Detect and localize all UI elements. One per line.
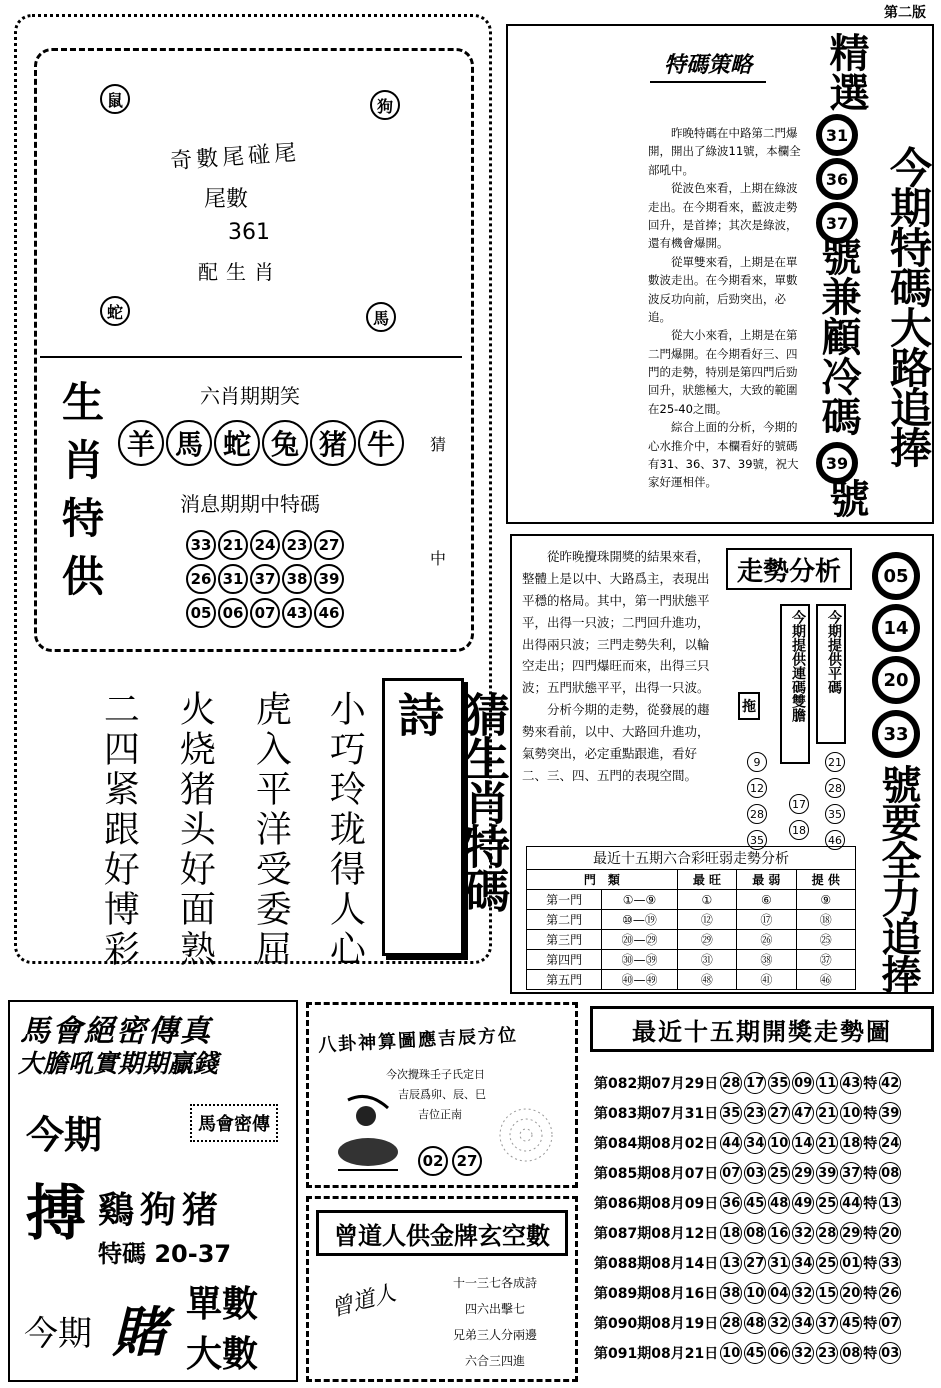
history-num: 29 <box>840 1222 862 1244</box>
table-cell: ㉕ <box>796 930 855 950</box>
grid-num: 37 <box>250 564 280 594</box>
table-row <box>527 930 856 950</box>
history-num: 23 <box>744 1102 766 1124</box>
grid-num: 07 <box>250 598 280 628</box>
grid-num: 38 <box>282 564 312 594</box>
tuo-num: 12 <box>747 778 767 798</box>
tuo-num: 9 <box>747 752 767 772</box>
table-cell: ㉙ <box>677 930 736 950</box>
tuo-num: 28 <box>747 804 767 824</box>
history-num: 04 <box>768 1282 790 1304</box>
zodiac-special-side-title: 生肖特供 <box>56 380 105 612</box>
grid-num: 06 <box>218 598 248 628</box>
history-num: 31 <box>768 1252 790 1274</box>
table-cell: 第三門 <box>527 930 602 950</box>
taoist-title: 曾道人供金牌玄空數 <box>316 1210 568 1256</box>
bagua-line1: 今次攪珠壬子氏定日 <box>386 1068 485 1081</box>
table-cell: ⑳—㉙ <box>602 930 677 950</box>
flat-col <box>824 752 846 850</box>
history-num: 09 <box>792 1072 814 1094</box>
animal-rabbit: 兔 <box>262 420 308 466</box>
animal-goat: 羊 <box>118 420 164 466</box>
history-num: 45 <box>744 1192 766 1214</box>
history-num: 01 <box>840 1252 862 1274</box>
grid-num: 27 <box>314 530 344 560</box>
history-num: 34 <box>744 1132 766 1154</box>
animal-pig: 猪 <box>310 420 356 466</box>
history-num: 25 <box>768 1162 790 1184</box>
grid-num: 24 <box>250 530 280 560</box>
history-label: 第082期07月29日 <box>594 1076 719 1092</box>
six-zodiac-header: 六肖期期笑 <box>200 384 300 408</box>
divider <box>40 356 462 358</box>
history-te: 特 <box>863 1226 878 1242</box>
side-note-guess: 猜 <box>430 435 447 454</box>
history-label: 第089期08月16日 <box>594 1286 719 1302</box>
history-num: 29 <box>792 1162 814 1184</box>
msg-title: 消息期期中特碼 <box>180 492 320 516</box>
grid-num: 05 <box>186 598 216 628</box>
table-cell: ⑥ <box>737 890 796 910</box>
taoist-line: 四六出擊七 <box>464 1302 525 1316</box>
history-row <box>594 1130 901 1156</box>
history-special: 13 <box>879 1192 901 1214</box>
history-row <box>594 1220 901 1246</box>
strategy-pick-last: 39 <box>816 442 858 484</box>
history-special: 03 <box>879 1342 901 1364</box>
grid-num: 23 <box>282 530 312 560</box>
flat-num: 46 <box>825 830 845 850</box>
history-num: 27 <box>744 1252 766 1274</box>
poem-title-box <box>382 678 511 956</box>
table-cell: 第一門 <box>527 890 602 910</box>
grid-num: 33 <box>186 530 216 560</box>
strategy-pick: 37 <box>816 202 858 244</box>
history-num: 36 <box>720 1192 742 1214</box>
flat-num: 35 <box>825 804 845 824</box>
table-cell: ㉛ <box>677 950 736 970</box>
table-cell: ⑨ <box>796 890 855 910</box>
history-row <box>594 1190 901 1216</box>
table-cell: 第四門 <box>527 950 602 970</box>
strategy-para: 綜合上面的分析，今期的心水推介中，本欄看好的號碼有31、36、37、39號，祝大家好運相伴。 <box>648 420 799 490</box>
double-num: 17 <box>789 794 809 814</box>
table-cell: ①—⑨ <box>602 890 677 910</box>
bagua-num: 27 <box>452 1146 482 1176</box>
history-num: 38 <box>720 1282 742 1304</box>
history-num: 03 <box>744 1162 766 1184</box>
tail-sub: 配生肖 <box>198 260 282 284</box>
poem-title: 猜生肖特碼詩 <box>391 691 511 911</box>
history-te: 特 <box>863 1286 878 1302</box>
table-row <box>527 910 856 930</box>
trend-table <box>526 846 856 990</box>
history-num: 49 <box>792 1192 814 1214</box>
bagua-num: 02 <box>418 1146 448 1176</box>
table-cell: ㊻ <box>796 970 855 990</box>
strategy-pick-end: 號 <box>823 478 869 518</box>
tail-value: 361 <box>228 220 270 245</box>
poem-line-1: 小巧玲珑得人心 <box>324 690 366 970</box>
history-te: 特 <box>863 1196 878 1212</box>
history-te: 特 <box>863 1346 878 1362</box>
table-header: 最 弱 <box>737 870 796 890</box>
history-num: 06 <box>768 1342 790 1364</box>
fax-bo: 搏 <box>26 1179 86 1249</box>
grid-num: 31 <box>218 564 248 594</box>
history-row <box>594 1070 901 1096</box>
bagua-line3: 吉位正南 <box>418 1108 462 1121</box>
table-title: 最近十五期六合彩旺弱走勢分析 <box>527 847 856 870</box>
bagua-nums <box>418 1146 482 1176</box>
history-num: 10 <box>720 1342 742 1364</box>
history-num: 21 <box>816 1132 838 1154</box>
table-cell: ① <box>677 890 736 910</box>
compass-dots-icon <box>496 1100 556 1170</box>
history-num: 25 <box>816 1252 838 1274</box>
history-special: 08 <box>879 1162 901 1184</box>
history-num: 45 <box>840 1312 862 1334</box>
animal-snake: 蛇 <box>214 420 260 466</box>
strategy-para: 從大小來看，上期是在第二門爆開。在今期看好三、四門的走勢，特別是第四門后勁回升，狀態極大，大致的範圍在25-40之間。 <box>648 328 798 416</box>
history-num: 48 <box>744 1312 766 1334</box>
history-num: 44 <box>720 1132 742 1154</box>
table-row <box>527 890 856 910</box>
strategy-pick: 31 <box>816 114 858 156</box>
history-te: 特 <box>863 1256 878 1272</box>
history-te: 特 <box>863 1106 878 1122</box>
zodiac-animal-row <box>118 420 404 466</box>
double-num: 18 <box>789 820 809 840</box>
history-num: 37 <box>840 1162 862 1184</box>
history-label: 第083期07月31日 <box>594 1106 719 1122</box>
history-label: 第090期08月19日 <box>594 1316 719 1332</box>
archer-horse-icon <box>328 1090 408 1176</box>
trend-pick: 33 <box>872 710 920 758</box>
history-num: 10 <box>768 1132 790 1154</box>
poem-line-2: 虎入平洋受委屈 <box>250 690 292 970</box>
table-cell: 第五門 <box>527 970 602 990</box>
grid-num: 26 <box>186 564 216 594</box>
trend-pick: 20 <box>872 656 920 704</box>
history-num: 35 <box>768 1072 790 1094</box>
history-label: 第086期08月09日 <box>594 1196 719 1212</box>
table-cell: ㉚—㊴ <box>602 950 677 970</box>
taoist-line: 六合三四進 <box>464 1354 525 1368</box>
trend-title: 走勢分析 <box>726 548 852 590</box>
history-num: 28 <box>816 1222 838 1244</box>
animal-ox: 牛 <box>358 420 404 466</box>
table-row <box>527 950 856 970</box>
fax-now2: 今期 <box>24 1314 92 1354</box>
history-label: 第088期08月14日 <box>594 1256 719 1272</box>
strategy-side-title: 今期特碼大路追捧 <box>884 146 933 466</box>
history-num: 43 <box>840 1072 862 1094</box>
fax-stamp: 馬會密傳 <box>190 1104 278 1142</box>
history-num: 08 <box>840 1342 862 1364</box>
history-row <box>594 1100 901 1126</box>
table-cell: ㊶ <box>737 970 796 990</box>
fax-odd: 單數 <box>186 1284 259 1325</box>
history-special: 42 <box>879 1072 901 1094</box>
bagua-line2: 吉辰爲卯、辰、巳 <box>398 1088 486 1101</box>
taoist-signature: 曾道人 <box>328 1280 399 1323</box>
table-cell: ⑫ <box>677 910 736 930</box>
history-num: 08 <box>744 1222 766 1244</box>
tuo-num: 35 <box>747 830 767 850</box>
history-num: 27 <box>768 1102 790 1124</box>
fax-animals: 鷄狗猪 <box>98 1190 225 1231</box>
table-cell: ⑱ <box>796 910 855 930</box>
table-header: 最 旺 <box>677 870 736 890</box>
trend-pick: 05 <box>872 552 920 600</box>
table-row <box>527 970 856 990</box>
number-grid <box>186 530 344 628</box>
history-label: 第085期08月07日 <box>594 1166 719 1182</box>
side-note-hit: 中 <box>430 549 447 568</box>
fax-big: 大數 <box>186 1334 259 1375</box>
history-num: 21 <box>816 1102 838 1124</box>
taoist-lines <box>420 1270 570 1374</box>
zodiac-corner-rat: 鼠 <box>100 84 130 114</box>
history-row <box>594 1280 901 1306</box>
history-row <box>594 1160 901 1186</box>
history-num: 20 <box>840 1282 862 1304</box>
history-row <box>594 1250 901 1276</box>
label-flat: 今期提供平碼 <box>816 604 846 744</box>
strategy-title: 特碼策略 <box>650 46 766 83</box>
animal-horse: 馬 <box>166 420 212 466</box>
double-col <box>788 794 810 840</box>
strategy-para: 從波色來看，上期在綠波走出。在今期看來，藍波走勢回升，是首捧；其次是綠波，還有機會爆開。 <box>648 181 798 251</box>
history-num: 18 <box>840 1132 862 1154</box>
tail-label: 尾數 <box>204 187 249 212</box>
history-num: 47 <box>792 1102 814 1124</box>
strategy-pick-mid: 號兼顧冷碼 <box>815 236 861 436</box>
history-num: 34 <box>792 1252 814 1274</box>
grid-num: 46 <box>314 598 344 628</box>
history-num: 18 <box>720 1222 742 1244</box>
history-num: 13 <box>720 1252 742 1274</box>
taoist-line: 十一三七各成詩 <box>452 1276 537 1290</box>
history-num: 32 <box>792 1222 814 1244</box>
grid-num: 43 <box>282 598 312 628</box>
history-num: 16 <box>768 1222 790 1244</box>
history-label: 第091期08月21日 <box>594 1346 719 1362</box>
trend-text <box>522 546 718 787</box>
tail-title: 奇數尾碰尾 <box>169 140 301 175</box>
table-header: 門 類 <box>527 870 678 890</box>
fax-now: 今期 <box>26 1113 103 1157</box>
history-row <box>594 1340 901 1366</box>
grid-num: 21 <box>218 530 248 560</box>
fax-title: 馬會絕密傳真 <box>20 1014 212 1049</box>
grid-num: 39 <box>314 564 344 594</box>
label-tuo: 拖 <box>738 692 760 720</box>
strategy-pick-top: 精選 <box>823 32 869 112</box>
zodiac-corner-dog: 狗 <box>370 90 400 120</box>
fax-tema: 特碼 20-37 <box>98 1240 232 1268</box>
page-label: 第二版 <box>884 5 926 21</box>
history-num: 45 <box>744 1342 766 1364</box>
history-num: 17 <box>744 1072 766 1094</box>
table-cell: 第二門 <box>527 910 602 930</box>
table-cell: ⑰ <box>737 910 796 930</box>
history-num: 39 <box>816 1162 838 1184</box>
trend-para: 從昨晚攪珠開獎的結果來看，整體上是以中、大路爲主，表現出平穩的格局。其中，第一門狀態平平，出得一只波；二門回升進功，出得兩只波；三門走勢失利，以輪空走出；四門爆旺而來，出得三只波；五門狀態平平，出得一只波。 <box>522 549 710 696</box>
history-num: 34 <box>792 1312 814 1334</box>
strategy-pick: 36 <box>816 158 858 200</box>
history-num: 23 <box>816 1342 838 1364</box>
history-num: 28 <box>720 1312 742 1334</box>
table-cell: ㊽ <box>677 970 736 990</box>
fax-du: 賭 <box>112 1300 166 1364</box>
strategy-para: 昨晚特碼在中路第二門爆開，開出了綠波11號，本欄全部吼中。 <box>648 126 801 177</box>
history-num: 32 <box>792 1342 814 1364</box>
history-te: 特 <box>863 1166 878 1182</box>
history-num: 25 <box>816 1192 838 1214</box>
history-special: 39 <box>879 1102 901 1124</box>
history-title: 最近十五期開獎走勢圖 <box>590 1006 934 1052</box>
history-special: 33 <box>879 1252 901 1274</box>
history-num: 11 <box>816 1072 838 1094</box>
history-num: 28 <box>720 1072 742 1094</box>
history-num: 48 <box>768 1192 790 1214</box>
history-te: 特 <box>863 1136 878 1152</box>
history-special: 24 <box>879 1132 901 1154</box>
history-special: 20 <box>879 1222 901 1244</box>
flat-num: 28 <box>825 778 845 798</box>
bagua-title: 八卦神算圖應吉辰方位 <box>317 1024 519 1057</box>
zodiac-corner-snake: 蛇 <box>100 296 130 326</box>
flat-num: 21 <box>825 752 845 772</box>
history-num: 10 <box>744 1282 766 1304</box>
table-cell: ㊲ <box>796 950 855 970</box>
zodiac-corner-horse: 馬 <box>366 302 396 332</box>
history-label: 第087期08月12日 <box>594 1226 719 1242</box>
history-num: 32 <box>768 1312 790 1334</box>
history-num: 15 <box>816 1282 838 1304</box>
label-double: 今期提供連碼雙膽 <box>780 604 810 764</box>
history-num: 32 <box>792 1282 814 1304</box>
history-te: 特 <box>863 1076 878 1092</box>
history-num: 14 <box>792 1132 814 1154</box>
history-special: 07 <box>879 1312 901 1334</box>
fax-sub: 大膽吼實期期贏錢 <box>18 1049 219 1078</box>
history-num: 07 <box>720 1162 742 1184</box>
table-cell: ㊳ <box>737 950 796 970</box>
trend-pick: 14 <box>872 604 920 652</box>
history-special: 26 <box>879 1282 901 1304</box>
table-cell: ㉖ <box>737 930 796 950</box>
table-header: 提 供 <box>796 870 855 890</box>
history-num: 35 <box>720 1102 742 1124</box>
trend-para: 分析今期的走勢，從發展的趨勢來看前，以中、大路回升進功，氣勢突出，必定重點跟進，看好二、三、四、五門的表現空間。 <box>522 702 710 783</box>
history-te: 特 <box>863 1316 878 1332</box>
trend-side-title: 號要全力追捧 <box>875 764 921 992</box>
table-cell: ⑩—⑲ <box>602 910 677 930</box>
history-row <box>594 1310 901 1336</box>
history-num: 10 <box>840 1102 862 1124</box>
strategy-text <box>648 124 808 492</box>
poem-line-3: 火烧猪头好面熟 <box>174 690 216 970</box>
tuo-col <box>746 752 768 850</box>
history-num: 37 <box>816 1312 838 1334</box>
history-label: 第084期08月02日 <box>594 1136 719 1152</box>
strategy-para: 從單雙來看，上期是在單數波走出。在今期看來，單數波反功向前，后勁突出，必追。 <box>648 254 798 324</box>
poem-line-4: 二四紧跟好博彩 <box>98 690 140 970</box>
taoist-line: 兄弟三人分兩邊 <box>452 1328 537 1342</box>
history-num: 44 <box>840 1192 862 1214</box>
table-cell: ㊵—㊾ <box>602 970 677 990</box>
